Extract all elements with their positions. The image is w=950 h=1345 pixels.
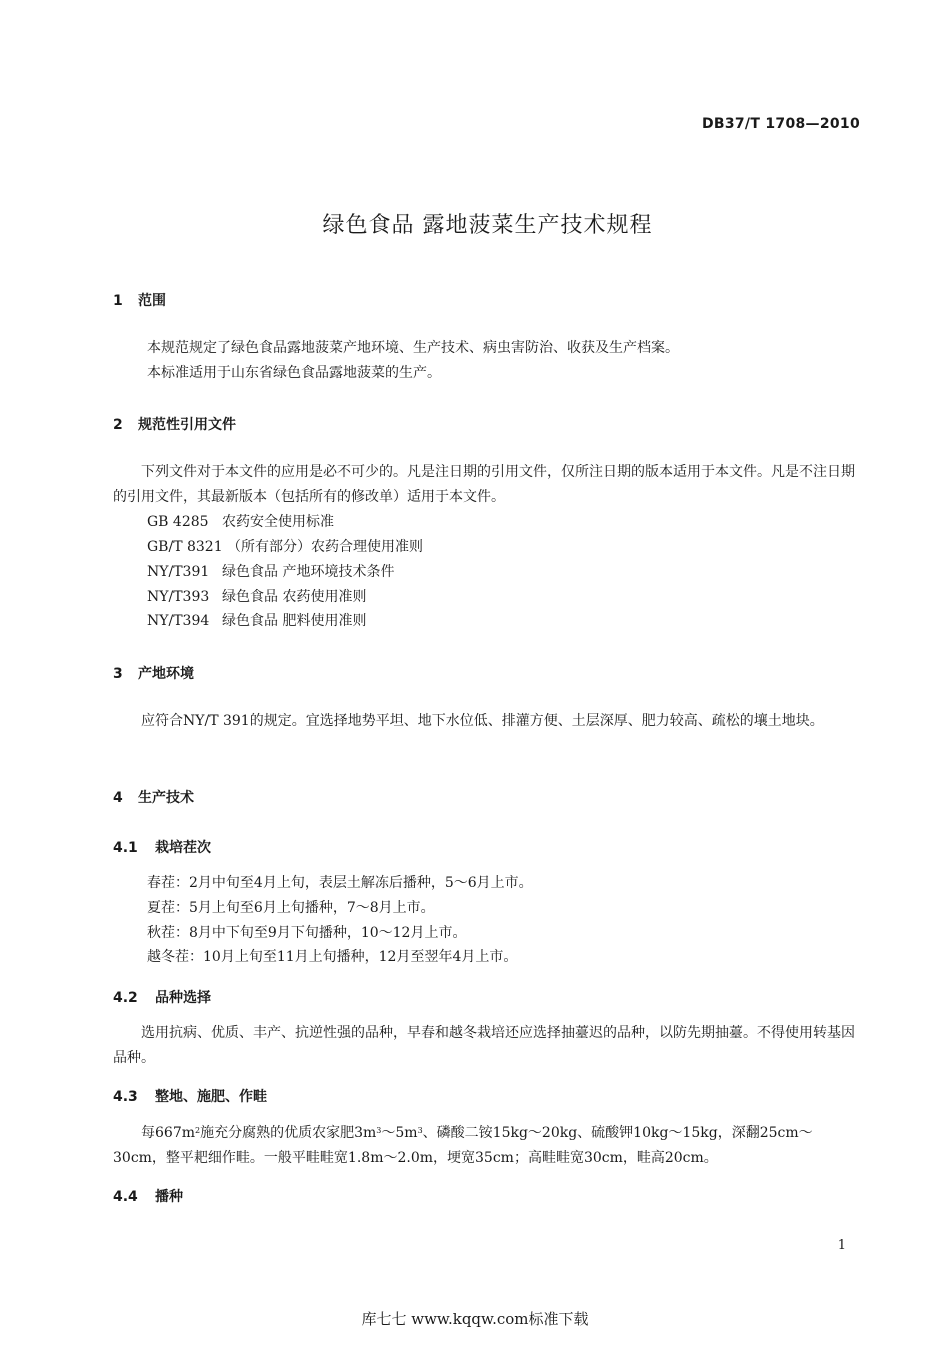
section-3-paragraph: 应符合NY/T 391的规定。宜选择地势平坦、地下水位低、排灌方便、土层深厚、肥力较高、疏松的壤土地块。	[141, 713, 824, 729]
section-2-heading: 2 规范性引用文件	[113, 417, 236, 433]
section-4-heading: 4 生产技术	[113, 790, 194, 806]
section-1-heading: 1 范围	[113, 293, 166, 309]
section-1-paragraph-1: 本规范规定了绿色食品露地菠菜产地环境、生产技术、病虫害防治、收获及生产档案。	[147, 340, 679, 356]
cropping-season-line: 秋茬：8月中下旬至9月下旬播种，10～12月上市。	[147, 925, 467, 941]
section-3-heading: 3 产地环境	[113, 666, 194, 682]
section-4-2-heading: 4.2 品种选择	[113, 990, 211, 1006]
reference-item: GB/T 8321 （所有部分）农药合理使用准则	[147, 539, 423, 555]
footer-watermark: 库七七 www.kqqw.com标准下载	[361, 1310, 589, 1328]
section-4-2-paragraph: 选用抗病、优质、丰产、抗逆性强的品种，早春和越冬栽培还应选择抽薹迟的品种，以防先期抽薹。不得使用转基因品种。	[113, 1025, 855, 1066]
section-4-1-heading: 4.1 栽培茬次	[113, 840, 211, 856]
cropping-season-line: 越冬茬：10月上旬至11月上旬播种，12月至翌年4月上市。	[147, 949, 518, 965]
section-1-paragraph-2: 本标准适用于山东省绿色食品露地菠菜的生产。	[147, 365, 441, 381]
reference-item: NY/T394 绿色食品 肥料使用准则	[147, 613, 367, 629]
cropping-season-line: 春茬：2月中旬至4月上旬，表层土解冻后播种，5～6月上市。	[147, 875, 533, 891]
section-4-3-paragraph: 每$667m^2$施充分腐熟的优质农家肥$3m^3\sim 5m^3$、磷酸二铵15kg～20kg、硫酸钾10kg～15kg，深翻25cm～30cm，整平耙细作畦。一般平畦畦宽1.8m～2.0m，埂宽35cm；高畦畦宽30cm，畦高20cm。	[113, 1125, 813, 1166]
section-4-4-heading: 4.4 播种	[113, 1189, 183, 1205]
section-2-paragraph: 下列文件对于本文件的应用是必不可少的。凡是注日期的引用文件，仅所注日期的版本适用于本文件。凡是不注日期的引用文件，其最新版本（包括所有的修改单）适用于本文件。	[113, 464, 855, 505]
standard-code: DB37/T 1708—2010	[701, 116, 860, 132]
section-4-3-heading: 4.3 整地、施肥、作畦	[113, 1089, 267, 1105]
reference-item: GB 4285 农药安全使用标准	[147, 514, 334, 530]
reference-item: NY/T393 绿色食品 农药使用准则	[147, 589, 367, 605]
reference-item: NY/T391 绿色食品 产地环境技术条件	[147, 564, 395, 580]
cropping-season-line: 夏茬：5月上旬至6月上旬播种，7～8月上市。	[147, 900, 435, 916]
document-title: 绿色食品 露地菠菜生产技术规程	[322, 213, 653, 238]
page-number: 1	[837, 1238, 846, 1253]
